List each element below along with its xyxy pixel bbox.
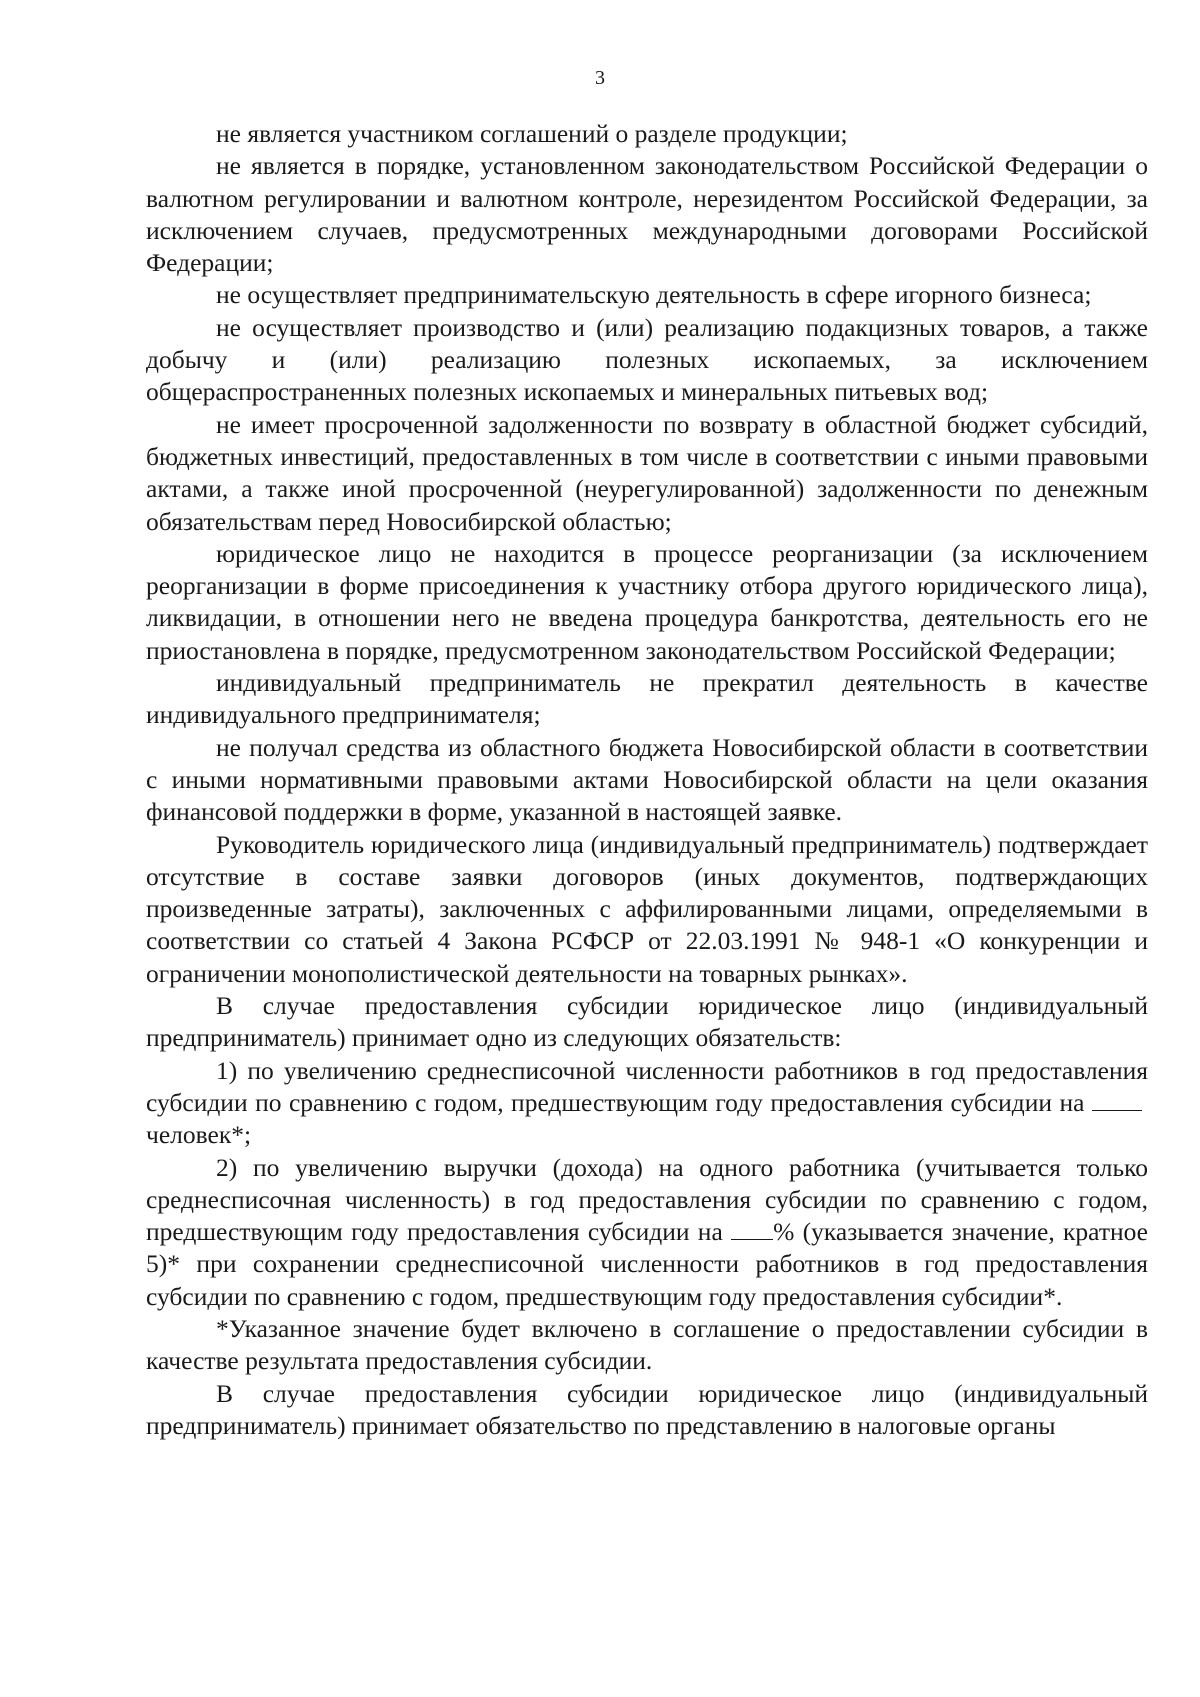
paragraph-regional-budget-funds: не получал средства из областного бюджета Новосибирской области в соответствии с иными нормативными правовыми актами Новосибирской области на цели оказания финансовой поддержки в форме, указанной в настоящей заявке.: [146, 732, 1148, 827]
paragraph-overdue-debt: не имеет просроченной задолженности по возврату в областной бюджет субсидий, бюджетных инвестиций, предоставленных в том числе в соответствии с иными правовыми актами, а также иной просроченной (неурегулированной) задолженности по денежным обязательствам перед Новосибирской областью;: [146, 409, 1148, 536]
paragraph-tax-reporting: В случае предоставления субсидии юридическое лицо (индивидуальный предприниматель) принимает обязательство по представлению в налоговые органы: [146, 1378, 1148, 1440]
paragraph-affiliated-persons: Руководитель юридического лица (индивидуальный предприниматель) подтверждает отсутствие в составе заявки договоров (иных документов, подтверждающих произведенные затраты), заключенных с аффилированными лицами, определяемыми в соответствии со статьей 4 Закона РСФСР от 22.03.1991 № 948-1 «О конкуренции и ограничении монополистической деятельности на товарных рынках».: [146, 829, 1148, 988]
obligation-headcount: [146, 1055, 1148, 1152]
paragraph-excise-goods: не осуществляет производство и (или) реализацию подакцизных товаров, а также добычу и (или) реализацию полезных ископаемых, за исключением общераспространенных полезных ископаемых и минеральных питьевых вод;: [146, 312, 1148, 407]
document-body: [146, 118, 1148, 1442]
obligation-revenue: [146, 1152, 1148, 1313]
page-number: 3: [595, 67, 605, 89]
paragraph-non-resident: не является в порядке, установленном законодательством Российской Федерации о валютном регулировании и валютном контроле, нерезидентом Российской Федерации, за исключением случаев, предусмотренных международными договорами Российской Федерации;: [146, 151, 1148, 278]
headcount-blank-field: [1092, 1088, 1142, 1111]
paragraph-production-sharing: не является участником соглашений о разделе продукции;: [216, 119, 848, 148]
paragraph-obligations-intro: В случае предоставления субсидии юридическое лицо (индивидуальный предприниматель) принимает одно из следующих обязательств:: [146, 991, 1148, 1053]
obligation-revenue-continuation: % (указывается значение, кратное 5)* при сохранении среднесписочной численности работников в год предоставления субсидии по сравнению с годом, предшествующим году предоставления субсидии*.: [146, 1217, 1148, 1311]
obligation-headcount-text: 1) по увеличению среднесписочной численности работников в год предоставления субсидии по сравнению с годом, предшествующим году предоставления субсидии на: [146, 1055, 1148, 1117]
obligation-revenue-text: 2) по увеличению выручки (дохода) на одного работника (учитывается только среднесписочная численность) в год предоставления субсидии по сравнению с годом, предшествующим году предоставления субсидии на: [146, 1152, 1148, 1247]
obligation-headcount-unit: человек*;: [146, 1120, 252, 1150]
footnote: *Указанное значение будет включено в соглашение о предоставлении субсидии в качестве результата предоставления субсидии.: [146, 1313, 1148, 1376]
paragraph-reorganization: юридическое лицо не находится в процессе реорганизации (за исключением реорганизации в форме присоединения к участнику отбора другого юридического лица), ликвидации, в отношении него не введена процедура банкротства, деятельность его не приостановлена в порядке, предусмотренном законодательством Российской Федерации;: [146, 538, 1148, 665]
paragraph-entrepreneur-activity: индивидуальный предприниматель не прекратил деятельность в качестве индивидуального предпринимателя;: [146, 668, 1148, 730]
paragraph-gambling: не осуществляет предпринимательскую деятельность в сфере игорного бизнеса;: [216, 280, 1092, 310]
percent-blank-field: [731, 1217, 773, 1240]
